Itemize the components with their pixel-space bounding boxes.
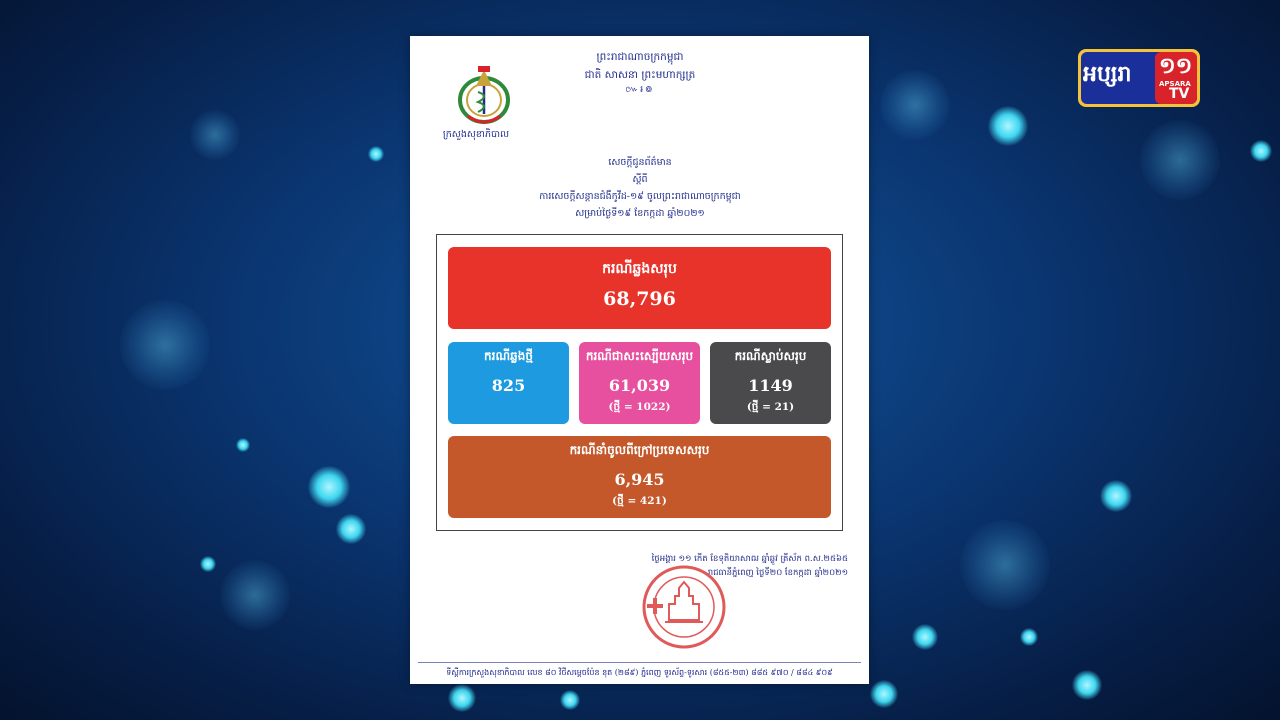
statistics-panel <box>436 234 843 531</box>
kingdom-header <box>520 48 760 96</box>
release-heading <box>470 154 810 222</box>
heading-line: សម្រាប់ថ្ងៃទី១៩ ខែកក្កដា ឆ្នាំ២០២១ <box>575 208 705 219</box>
imported-label: ករណីនាំចូលពីក្រៅប្រទេសសរុប <box>569 443 710 457</box>
channel-tv: TV <box>1169 86 1190 102</box>
deaths-card <box>710 342 831 424</box>
new-cases-card <box>448 342 569 424</box>
kingdom-title: ព្រះរាជាណាចក្រកម្ពុជា <box>596 51 684 63</box>
new-cases-label: ករណីឆ្លងថ្មី <box>484 349 533 363</box>
solar-date: រាជធានីភ្នំពេញ ថ្ងៃទី២០ ខែកក្កដា ឆ្នាំ២០២១ <box>707 568 848 578</box>
imported-value: 6,945 <box>614 470 665 489</box>
total-cases-value: 68,796 <box>603 288 676 310</box>
total-cases-card <box>448 247 831 329</box>
ministry-seal-icon <box>641 564 727 650</box>
heading-line: ការសេចក្តីសន្តានជំងឺកូវីដ-១៩ ចូលព្រះរាជាណាចក្រកម្ពុជា <box>539 191 741 202</box>
channel-brand: APSARA <box>1159 80 1191 88</box>
recovered-label: ករណីជាសះស្បើយសរុប <box>585 349 694 363</box>
deaths-value: 1149 <box>748 376 793 395</box>
heading-line: ស្តីពី <box>632 174 648 185</box>
imported-new: (ថ្មី = 421) <box>612 495 667 507</box>
lunar-date: ថ្ងៃអង្គារ ១១ កើត ខែទុតិយាសាឍ ឆ្នាំឆ្លូវ ត្រីស័ក ព.ស.២៥៦៥ <box>651 554 848 564</box>
deaths-label: ករណីស្លាប់សរុប <box>734 349 807 363</box>
recovered-card <box>579 342 700 424</box>
apsara-tv-logo <box>1077 48 1201 108</box>
ministry-logo-icon <box>454 62 514 128</box>
document-footer: ទីស្តីការក្រសួងសុខាភិបាល លេខ ៨០ វិថីសម្តេចប៉ែន នុត (២៨៩) ភ្នំពេញ ទូរស័ព្ទ-ទូរសារ (៨៥៥-២៣) ៨៨៥ ៩៧០ / ៨៨៤ ៩០៩ <box>418 662 861 679</box>
header-divider: ៚៛៙ <box>625 85 655 95</box>
imported-cases-card <box>448 436 831 518</box>
recovered-new: (ថ្មី = 1022) <box>608 401 671 413</box>
deaths-new: (ថ្មី = 21) <box>746 401 795 413</box>
new-cases-value: 825 <box>491 376 526 395</box>
total-cases-label: ករណីឆ្លងសរុប <box>602 261 677 277</box>
channel-name: អប្សរា <box>1083 62 1132 87</box>
recovered-value: 61,039 <box>608 376 671 395</box>
press-release-document <box>410 36 869 684</box>
kingdom-motto: ជាតិ សាសនា ព្រះមហាក្សត្រ <box>584 69 696 81</box>
ministry-name: ក្រសួងសុខាភិបាល <box>442 129 510 140</box>
channel-number: ១១ <box>1159 54 1193 79</box>
heading-line: សេចក្តីជូនព័ត៌មាន <box>608 157 672 168</box>
